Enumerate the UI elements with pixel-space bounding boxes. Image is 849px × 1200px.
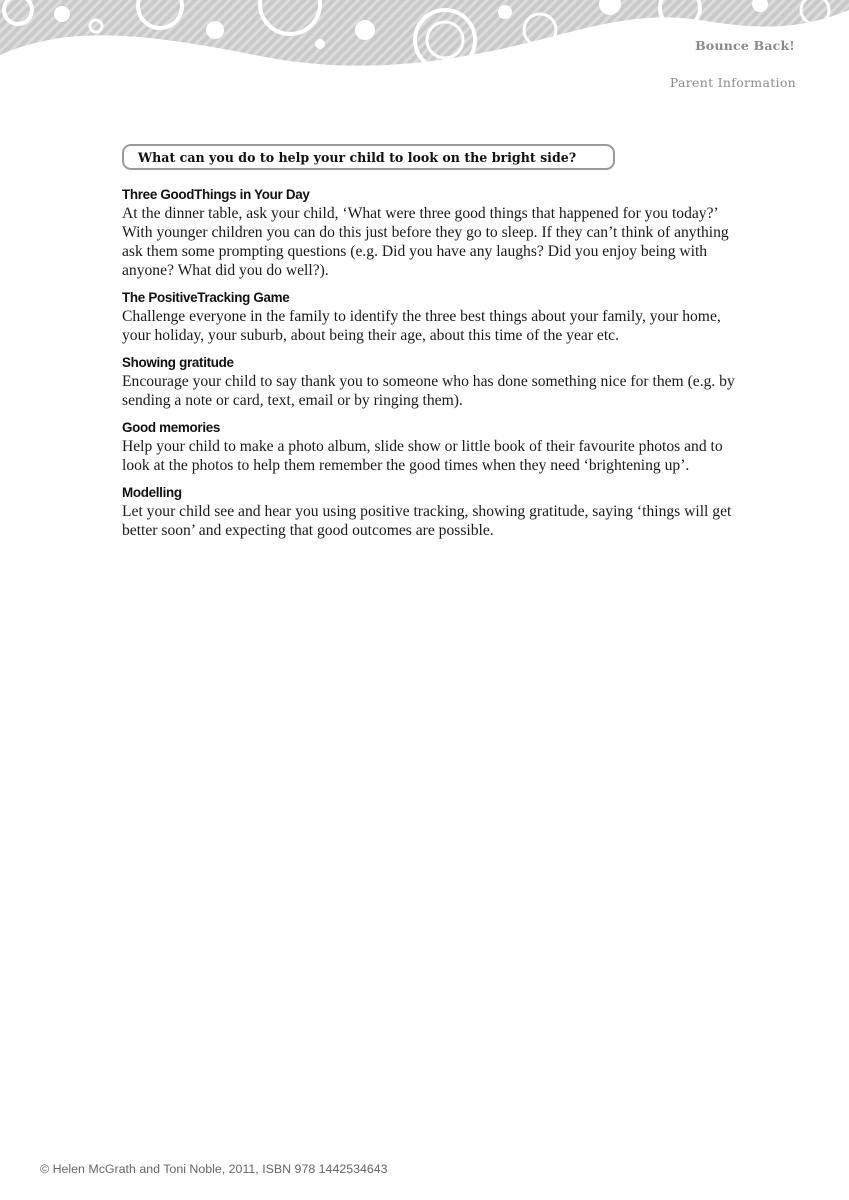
section-three-good-things	[122, 186, 742, 280]
copyright-footer: © Helen McGrath and Toni Noble, 2011, ISBN 978 1442534643	[40, 1162, 388, 1176]
banner-wave	[0, 0, 849, 66]
question-text: What can you do to help your child to look on the bright side?	[138, 150, 577, 165]
section-modelling	[122, 484, 742, 540]
section-heading: Modelling	[122, 485, 182, 500]
section-positive-tracking	[122, 289, 742, 345]
section-body: Help your child to make a photo album, slide show or little book of their favourite photos and to look at the photos to help them remember the good times when they need ‘brightening up’.	[122, 438, 723, 474]
section-heading: The PositiveTracking Game	[122, 290, 290, 305]
section-heading: Showing gratitude	[122, 355, 234, 370]
section-good-memories	[122, 419, 742, 475]
tips-content	[122, 186, 742, 549]
section-heading: Good memories	[122, 420, 221, 435]
header-subtitle: Parent Information	[669, 75, 796, 90]
section-showing-gratitude	[122, 354, 742, 410]
section-body: Challenge everyone in the family to identify the three best things about your family, your home, your holiday, your suburb, about being their age, about this time of the year etc.	[122, 308, 721, 344]
section-body: Encourage your child to say thank you to someone who has done something nice for them (e.g. by sending a note or card, text, email or by ringing them).	[122, 373, 735, 409]
header-title: Bounce Back!	[695, 38, 795, 53]
question-callout	[122, 144, 615, 170]
section-body: Let your child see and hear you using positive tracking, showing gratitude, saying ‘things will get better soon’ and expecting that good outcomes are possible.	[122, 503, 732, 539]
section-heading: Three GoodThings in Your Day	[122, 187, 310, 202]
section-body: At the dinner table, ask your child, ‘What were three good things that happened for you today?’ With younger children you can do this just before they go to sleep. If they can’t think of anything ask them some prompting questions (e.g. Did you have any laughs? Did you enjoy being with anyone? What did you do well?).	[122, 205, 729, 279]
